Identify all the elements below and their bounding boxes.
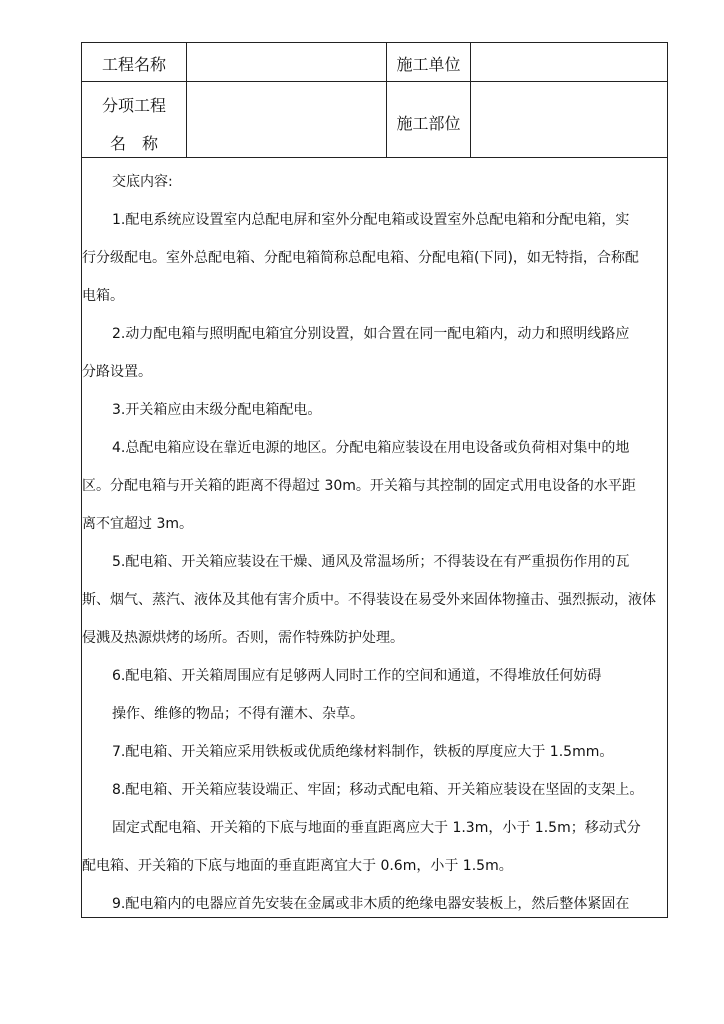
content-line: 区。分配电箱与开关箱的距离不得超过 30m。开关箱与其控制的固定式用电设备的水平距	[82, 478, 636, 494]
content-line: 行分级配电。室外总配电箱、分配电箱简称总配电箱、分配电箱(下同)，如无特指，合称配	[82, 250, 639, 266]
content-line: 分路设置。	[82, 364, 152, 380]
subitem-label-line1: 分项工程	[101, 96, 166, 115]
content-line: 2.动力配电箱与照明配电箱宜分别设置，如合置在同一配电箱内，动力和照明线路应	[112, 326, 630, 342]
subitem-label-line2: 名 称	[109, 134, 158, 153]
content-title: 交底内容:	[112, 174, 173, 190]
content-line: 离不宜超过 3m。	[82, 516, 193, 532]
contractor-label: 施工单位	[396, 55, 461, 74]
row-divider	[82, 157, 667, 158]
column-divider	[186, 43, 187, 157]
content-line: 斯、烟气、蒸汽、液体及其他有害介质中。不得装设在易受外来固体物撞击、强烈振动，液体	[82, 592, 656, 608]
project-name-label: 工程名称	[101, 55, 166, 74]
content-line: 9.配电箱内的电器应首先安装在金属或非木质的绝缘电器安装板上，然后整体紧固在	[112, 896, 630, 912]
disclosure-form-table	[81, 42, 668, 918]
content-line: 5.配电箱、开关箱应装设在干燥、通风及常温场所；不得装设在有严重损伤作用的瓦	[112, 554, 630, 570]
content-line: 4.总配电箱应设在靠近电源的地区。分配电箱应装设在用电设备或负荷相对集中的地	[112, 440, 630, 456]
content-line: 电箱。	[82, 288, 124, 304]
content-line: 6.配电箱、开关箱周围应有足够两人同时工作的空间和通道，不得堆放任何妨碍	[112, 668, 602, 684]
row-divider	[82, 81, 667, 82]
location-label: 施工部位	[396, 114, 461, 133]
content-line: 8.配电箱、开关箱应装设端正、牢固；移动式配电箱、开关箱应装设在坚固的支架上。	[112, 782, 644, 798]
content-line: 固定式配电箱、开关箱的下底与地面的垂直距离应大于 1.3m，小于 1.5m；移动式分	[112, 820, 641, 836]
content-line: 操作、维修的物品；不得有灌木、杂草。	[112, 706, 364, 722]
content-line: 7.配电箱、开关箱应采用铁板或优质绝缘材料制作，铁板的厚度应大于 1.5mm。	[112, 744, 614, 760]
column-divider	[470, 43, 471, 157]
content-line: 配电箱、开关箱的下底与地面的垂直距离宜大于 0.6m，小于 1.5m。	[82, 858, 513, 874]
content-line: 1.配电系统应设置室内总配电屏和室外分配电箱或设置室外总配电箱和分配电箱，实	[112, 212, 630, 228]
content-line: 3.开关箱应由末级分配电箱配电。	[112, 402, 322, 418]
content-line: 侵溅及热源烘烤的场所。否则，需作特殊防护处理。	[82, 630, 404, 646]
